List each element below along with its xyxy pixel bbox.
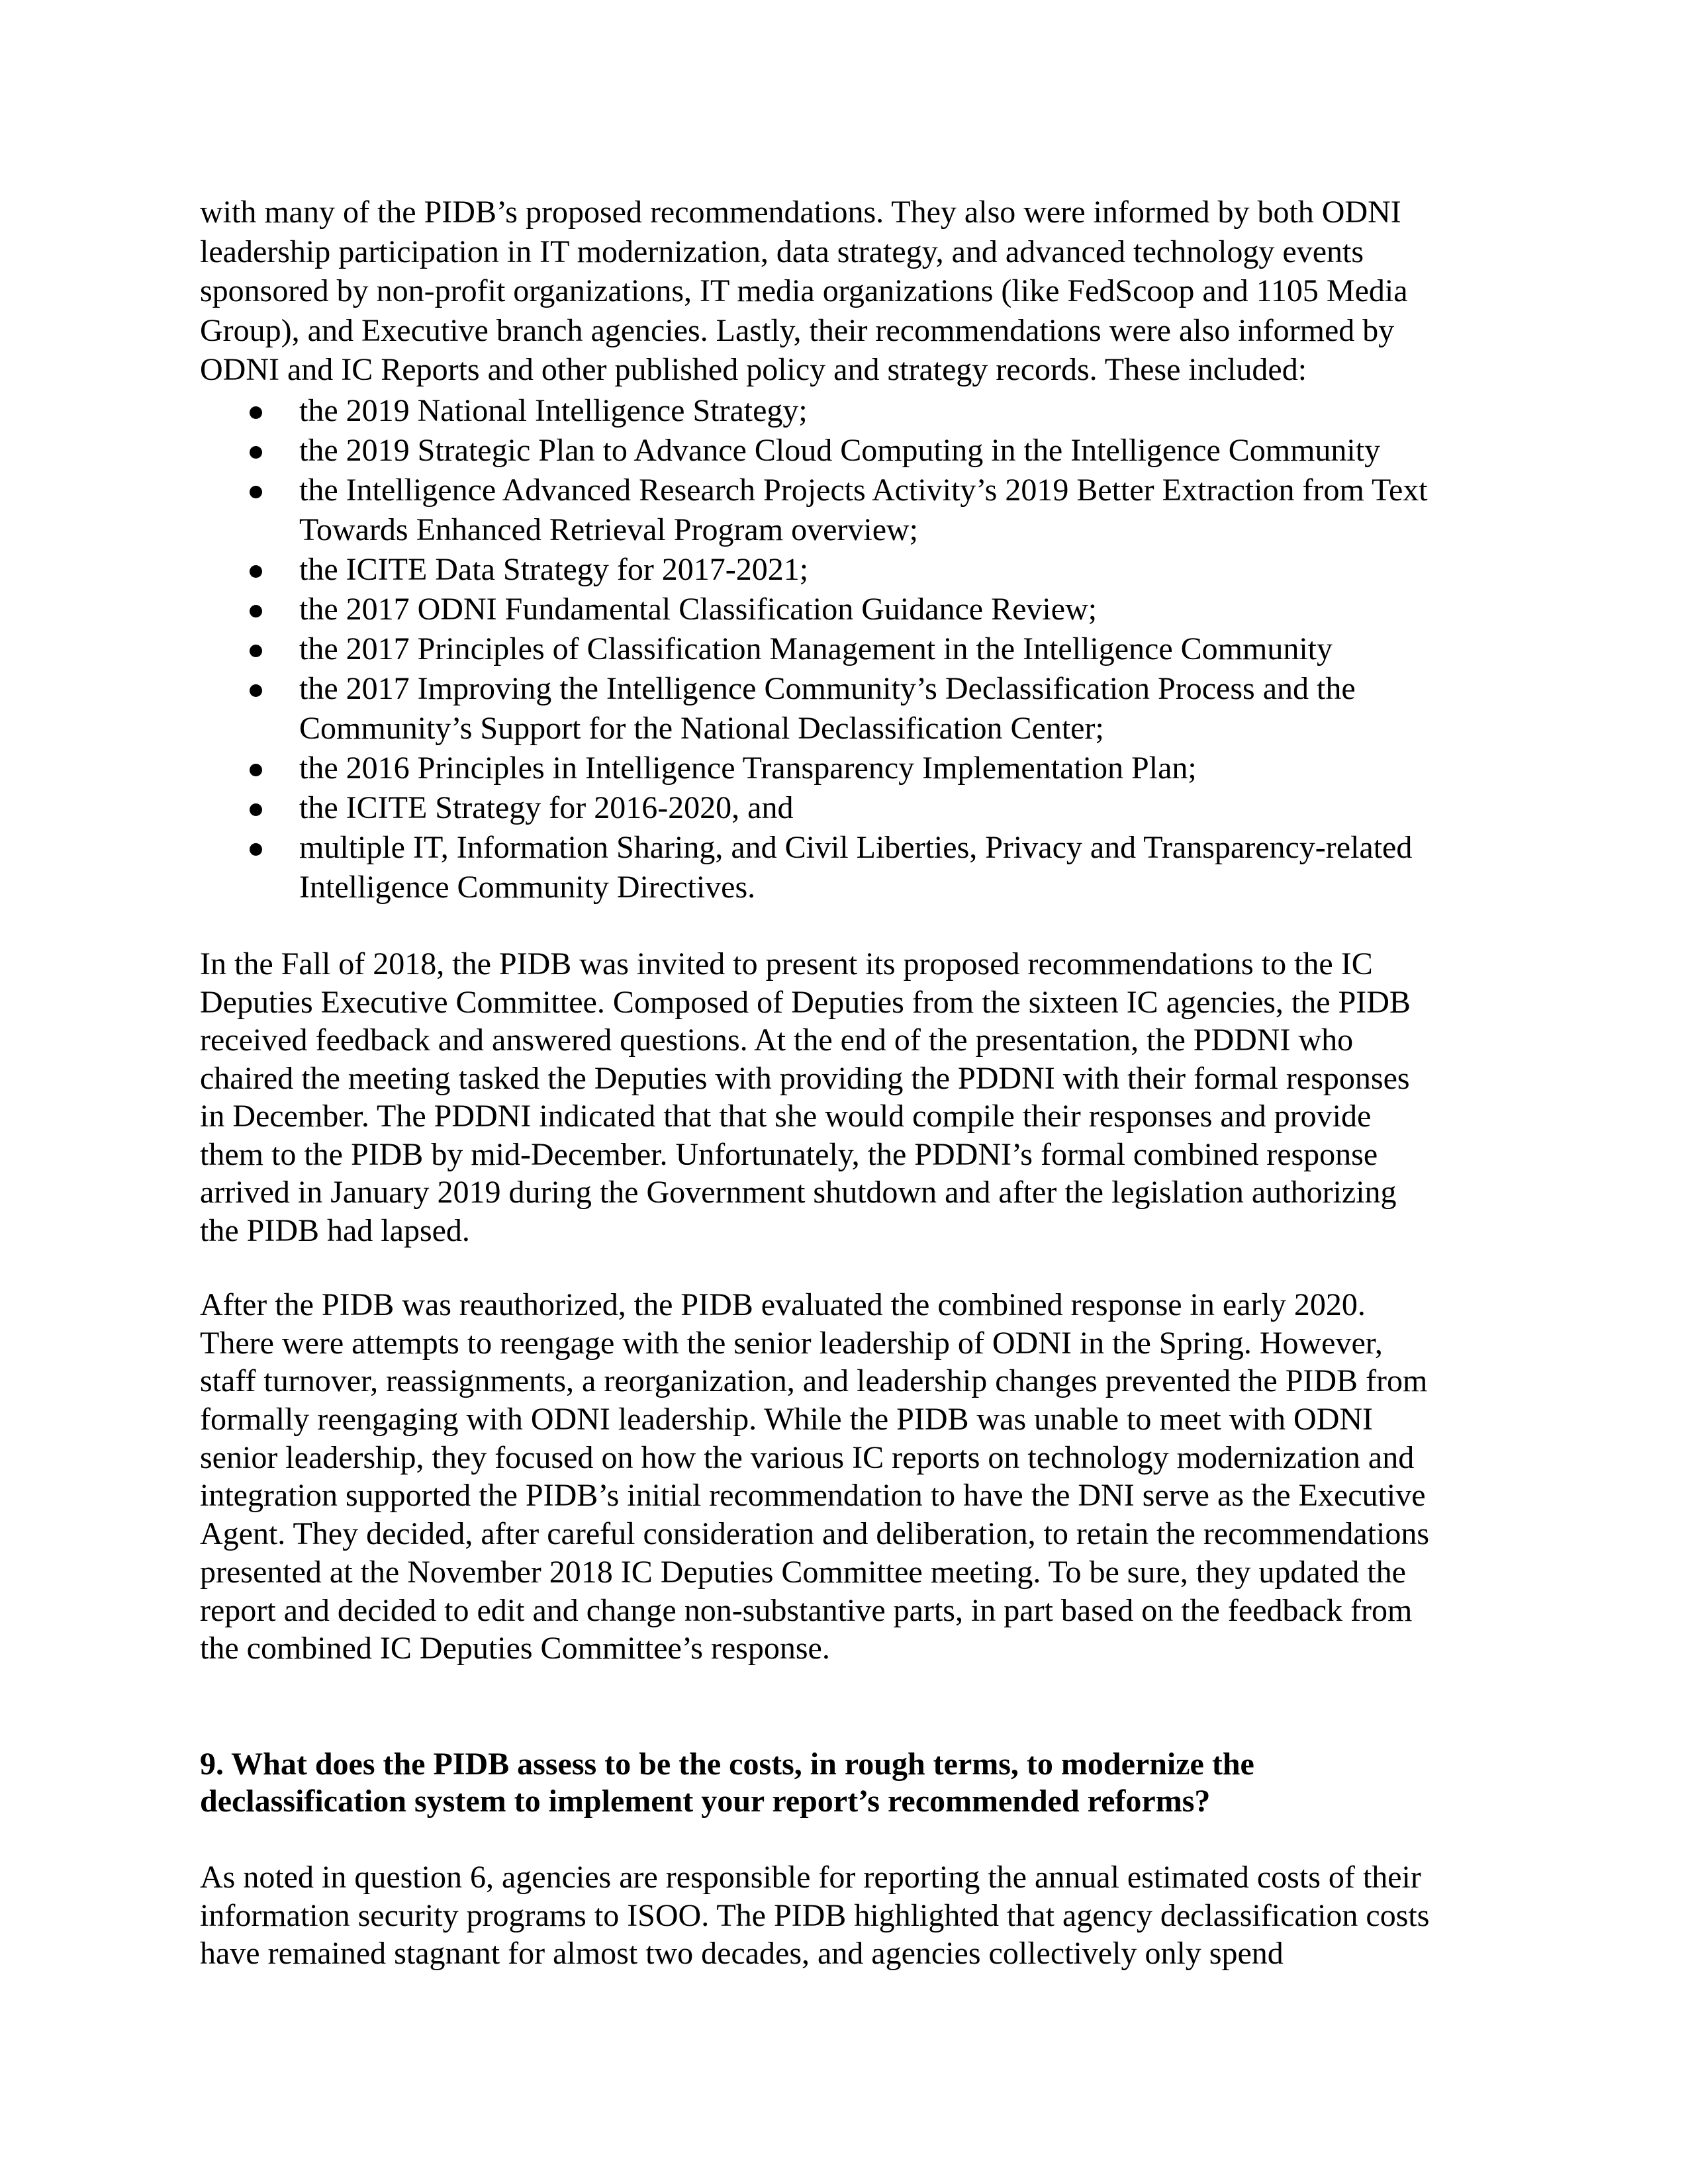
text-line: Agent. They decided, after careful consideration and deliberation, to retain the recommendations [200,1516,1430,1552]
heading-line: 9. What does the PIDB assess to be the costs, in rough terms, to modernize the [200,1747,1254,1782]
text-line: leadership participation in IT modernization, data strategy, and advanced technology events [200,234,1364,269]
bullet-icon [250,446,262,459]
text-line: chaired the meeting tasked the Deputies with providing the PDDNI with their formal responses [200,1060,1410,1096]
text-line: There were attempts to reengage with the senior leadership of ODNI in the Spring. However, [200,1325,1383,1361]
list-item-text: the ICITE Data Strategy for 2017-2021; [299,552,809,587]
list-item [200,749,1524,788]
text-line: Deputies Executive Committee. Composed of Deputies from the sixteen IC agencies, the PIDB [200,984,1411,1020]
list-item [200,471,1524,550]
list-item-text: multiple IT, Information Sharing, and Civil Liberties, Privacy and Transparency-related [299,830,1413,865]
text-line: in December. The PDDNI indicated that that she would compile their responses and provide [200,1099,1372,1134]
list-item [200,828,1524,907]
list-item-text: the 2019 Strategic Plan to Advance Cloud Computing in the Intelligence Community [299,433,1381,468]
bullet-icon [250,406,262,419]
list-item-text: Community’s Support for the National Declassification Center; [299,711,1104,746]
text-line: Group), and Executive branch agencies. Lastly, their recommendations were also informed by [200,312,1395,348]
text-line: integration supported the PIDB’s initial recommendation to have the DNI serve as the Executive [200,1478,1426,1514]
text-line: ODNI and IC Reports and other published policy and strategy records. These included: [200,352,1307,387]
text-line: the combined IC Deputies Committee’s response. [200,1631,830,1666]
text-line: report and decided to edit and change non-substantive parts, in part based on the feedback from [200,1592,1413,1628]
text-line: senior leadership, they focused on how the various IC reports on technology modernization and [200,1439,1415,1475]
list-item-text: the 2019 National Intelligence Strategy; [299,393,808,428]
bullet-icon [250,764,262,776]
list-item [200,788,1524,828]
text-line: sponsored by non-profit organizations, IT media organizations (like FedScoop and 1105 Media [200,273,1408,308]
list-item [200,550,1524,590]
list-item-text: the ICITE Strategy for 2016-2020, and [299,790,794,825]
paragraph-reauthorized [200,1286,1524,1668]
heading-line: declassification system to implement your report’s recommended reforms? [200,1784,1211,1819]
paragraph-question-9-answer [200,1858,1524,1973]
text-line: information security programs to ISOO. The PIDB highlighted that agency declassification costs [200,1897,1430,1933]
text-line: received feedback and answered questions. At the end of the presentation, the PDDNI who [200,1023,1354,1058]
list-item-text: Intelligence Community Directives. [299,870,756,905]
text-line: As noted in question 6, agencies are responsible for reporting the annual estimated costs of their [200,1860,1421,1895]
text-line: In the Fall of 2018, the PIDB was invited to present its proposed recommendations to the IC [200,946,1373,981]
bullet-icon [250,486,262,498]
text-line: After the PIDB was reauthorized, the PIDB evaluated the combined response in early 2020. [200,1287,1366,1322]
text-line: with many of the PIDB’s proposed recommendations. They also were informed by both ODNI [200,195,1401,230]
list-item-text: the Intelligence Advanced Research Projects Activity’s 2019 Better Extraction from Text [299,473,1428,508]
list-item [200,629,1524,669]
list-item-text: the 2017 ODNI Fundamental Classification Guidance Review; [299,592,1098,627]
list-item [200,590,1524,629]
text-line: arrived in January 2019 during the Government shutdown and after the legislation authorizing [200,1175,1397,1210]
bullet-icon [250,843,262,856]
list-item-text: Towards Enhanced Retrieval Program overview; [299,512,918,547]
paragraph-informed-by [200,193,1524,390]
list-item-text: the 2017 Improving the Intelligence Community’s Declassification Process and the [299,671,1356,706]
list-item-text: the 2016 Principles in Intelligence Transparency Implementation Plan; [299,751,1197,786]
text-line: them to the PIDB by mid-December. Unfortunately, the PDDNI’s formal combined response [200,1136,1378,1172]
question-9-heading [200,1746,1524,1820]
list-item [200,431,1524,471]
list-item [200,391,1524,431]
text-line: formally reengaging with ODNI leadership. While the PIDB was unable to meet with ODNI [200,1402,1374,1437]
text-line: staff turnover, reassignments, a reorganization, and leadership changes prevented the PIDB from [200,1363,1428,1399]
paragraph-fall-2018 [200,945,1524,1250]
bullet-icon [250,684,262,697]
text-line: presented at the November 2018 IC Deputies Committee meeting. To be sure, they updated the [200,1554,1406,1590]
bullet-icon [250,645,262,657]
list-item [200,669,1524,749]
text-line: the PIDB had lapsed. [200,1212,470,1248]
reports-bullet-list [200,391,1524,907]
text-line: have remained stagnant for almost two decades, and agencies collectively only spend [200,1936,1284,1971]
bullet-icon [250,605,262,617]
list-item-text: the 2017 Principles of Classification Management in the Intelligence Community [299,631,1333,666]
bullet-icon [250,565,262,578]
bullet-icon [250,803,262,816]
